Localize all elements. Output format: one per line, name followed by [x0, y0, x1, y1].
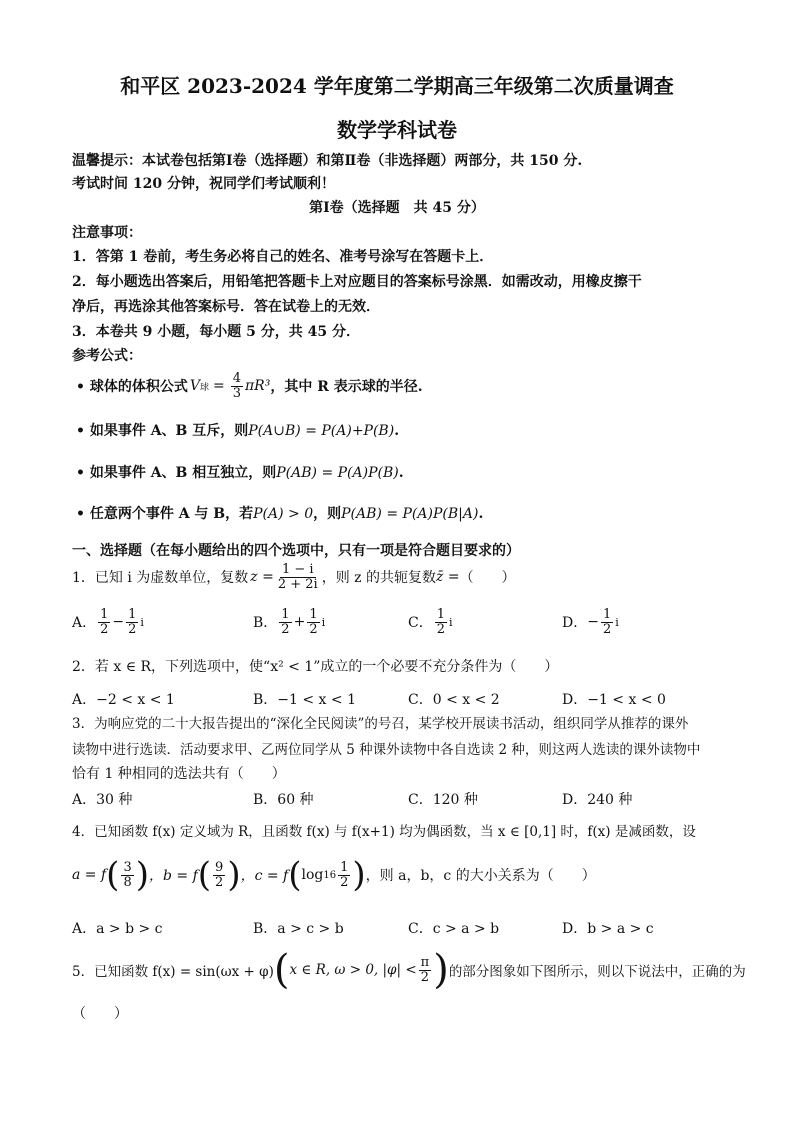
q1-b-frac-1 — [279, 608, 291, 636]
q5-answer-paren: （ ） — [72, 1006, 128, 1022]
q1-zbar: z̄ = — [436, 569, 460, 586]
intro-line-2: 考试时间 120 分钟，祝同学们考试顺利！ — [72, 176, 335, 192]
q2-option-a[interactable]: A．−2 < x < 1 — [72, 692, 175, 708]
q1-a-n2: 1 — [128, 607, 137, 622]
question-3-line-3: 恰有 1 种相同的选法共有（ ） — [72, 766, 286, 782]
formula-2-math: P(A∪B) = P(A)+P(B) — [248, 423, 395, 439]
part1-heading: 第Ⅰ卷（选择题 共 45 分） — [309, 200, 485, 216]
q1-a-op: − — [112, 614, 125, 631]
note-1: 1．答第 1 卷前，考生务必将自己的姓名、准考号涂写在答题卡上． — [72, 249, 494, 265]
note-2-line-b: 净后，再选涂其他答案标号．答在试卷上的无效． — [72, 299, 380, 315]
formula-1-eq: = — [212, 378, 225, 395]
q1-b-label: B． — [253, 615, 278, 632]
formula-2-suffix: . — [394, 423, 400, 439]
q1-b-n2: 1 — [309, 607, 318, 622]
intro-line-1: 温馨提示：本试卷包括第Ⅰ卷（选择题）和第Ⅱ卷（非选择题）两部分，共 150 分. — [72, 153, 583, 169]
q1-b-d1: 2 — [281, 621, 290, 637]
q1-c-label: C． — [408, 615, 433, 632]
q4-c-frac — [338, 861, 350, 889]
q5-pi-den: 2 — [420, 969, 430, 985]
q4-a-pre: a = f — [72, 867, 107, 883]
q1-b-n1: 1 — [281, 607, 290, 622]
q4-c-num: 1 — [340, 859, 349, 875]
formula-sphere-volume — [76, 372, 423, 400]
formula-independent — [76, 462, 404, 482]
q3-option-b[interactable]: B．60 种 — [253, 792, 314, 808]
q1-option-a[interactable] — [72, 608, 144, 636]
q1-d-i: i — [615, 615, 619, 629]
q3-option-d[interactable]: D．240 种 — [562, 792, 633, 808]
q1-option-c[interactable] — [408, 608, 453, 636]
q4-b-num: 9 — [215, 859, 224, 875]
q4-a-den: 8 — [123, 874, 132, 890]
q1-d-d1: 2 — [602, 621, 612, 637]
q1-a-n1: 1 — [100, 607, 109, 622]
q1-d-frac — [601, 608, 613, 636]
formula-1-sub: 球 — [199, 382, 209, 393]
q4-c-rparen: ) — [352, 855, 366, 895]
q4-a-num: 3 — [123, 859, 132, 875]
q1-c-d1: 2 — [436, 621, 445, 637]
q1-num: 1 − i — [281, 562, 314, 577]
formula-4-cond: P(A) > 0 — [253, 506, 314, 522]
q1-a-d2: 2 — [128, 621, 137, 637]
q5-pi-num: π — [420, 954, 430, 970]
q1-z-eq: z = — [250, 569, 274, 586]
formula-1-fraction — [231, 372, 243, 400]
q4-a-lparen: ( — [106, 855, 120, 895]
q5-pi-frac — [419, 956, 432, 984]
q1-stem-b: ，则 z 的共轭复数 — [321, 570, 436, 587]
q1-d-label: D． — [562, 615, 588, 632]
q1-a-frac-1 — [98, 608, 110, 636]
formula-1-suffix: ，其中 R 表示球的半径. — [270, 379, 423, 396]
q2-option-d[interactable]: D．−1 < x < 0 — [562, 692, 666, 708]
formula-1-v: V — [189, 378, 200, 395]
question-4-line-1: 4．已知函数 f(x) 定义域为 R，且函数 f(x) 与 f(x+1) 均为偶函数，当 x ∈ [0,1] 时，f(x) 是减函数，设 — [72, 824, 696, 840]
q5-rparen: ) — [433, 947, 449, 993]
question-3-line-2: 读物中进行选读．活动要求甲、乙两位同学从 5 种课外读物中各自选读 2 种，则这两人选读的课外读物中 — [72, 742, 701, 758]
exam-subtitle: 数学学科试卷 — [337, 118, 457, 142]
q1-a-i: i — [140, 615, 144, 629]
note-3: 3．本卷共 9 小题，每小题 5 分，共 45 分． — [72, 324, 360, 340]
formula-heading: 参考公式： — [72, 348, 142, 364]
question-4-line-2 — [72, 855, 596, 895]
formula-2-prefix: • 如果事件 A、B 互斥，则 — [76, 423, 249, 439]
q1-d-n1: 1 — [602, 607, 612, 622]
q4-a-frac — [121, 861, 133, 889]
question-5-stem — [72, 947, 746, 993]
formula-1-den: 3 — [232, 385, 241, 401]
q1-paren: （ ） — [459, 570, 516, 587]
q4-b-den: 2 — [215, 874, 224, 890]
q5-lparen: ( — [273, 947, 290, 993]
formula-4-math: P(AB) = P(A)P(B|A) — [341, 506, 479, 522]
q4-option-a[interactable]: A．a > b > c — [72, 921, 163, 937]
q4-b-pre: ，b = f — [148, 868, 198, 884]
q1-option-d[interactable] — [562, 608, 619, 636]
q1-c-frac — [435, 608, 447, 636]
formula-3-suffix: . — [398, 465, 404, 481]
q4-b-lparen: ( — [197, 855, 212, 895]
q1-a-frac-2 — [126, 608, 138, 636]
formula-1-prefix: • 球体的体积公式 — [76, 379, 188, 396]
section-1-heading: 一、选择题（在每小题给出的四个选项中，只有一项是符合题目要求的） — [72, 543, 520, 559]
q4-c-den: 2 — [340, 874, 349, 890]
formula-4-suffix: . — [478, 506, 484, 522]
notes-heading: 注意事项： — [72, 225, 142, 241]
q1-a-d1: 2 — [100, 621, 109, 637]
q4-option-b[interactable]: B．a > c > b — [253, 921, 344, 937]
q1-b-frac-2 — [307, 608, 319, 636]
formula-4-prefix: • 任意两个事件 A 与 B，若 — [76, 506, 254, 522]
q4-b-rparen: ) — [227, 855, 241, 895]
q4-tail: ，则 a，b，c 的大小关系为（ ） — [365, 868, 596, 884]
q4-a-rparen: ) — [135, 855, 149, 895]
formula-1-rest: πR³ — [244, 378, 271, 395]
q3-option-a[interactable]: A．30 种 — [72, 792, 133, 808]
q1-c-n1: 1 — [436, 607, 445, 622]
q4-c-base: 16 — [323, 869, 337, 881]
formula-4-mid: ，则 — [313, 506, 342, 522]
formula-conditional — [76, 503, 483, 523]
q1-a-label: A． — [72, 615, 97, 632]
question-1-stem — [72, 563, 516, 591]
exam-title: 和平区 2023-2024 学年度第二学期高三年级第二次质量调查 — [120, 74, 674, 98]
q4-b-frac — [213, 861, 225, 889]
formula-3-prefix: • 如果事件 A、B 相互独立，则 — [76, 465, 277, 481]
q3-option-c[interactable]: C．120 种 — [408, 792, 478, 808]
q2-option-c[interactable]: C．0 < x < 2 — [408, 692, 500, 708]
q1-c-i: i — [449, 615, 453, 629]
q4-c-lparen: ( — [288, 855, 302, 895]
q1-b-op: + — [293, 614, 306, 631]
q1-fraction — [276, 563, 320, 591]
question-3-line-1: 3．为响应党的二十大报告提出的“深化全民阅读”的号召，某学校开展读书活动，组织同学从推荐的课外 — [72, 716, 689, 732]
q4-c-pre: ，c = f — [240, 868, 289, 884]
formula-mutually-exclusive — [76, 420, 399, 440]
q5-stem-b: 的部分图象如下图所示，则以下说法中，正确的为 — [448, 964, 746, 980]
q1-b-d2: 2 — [309, 621, 318, 637]
note-2-line-a: 2．每小题选出答案后，用铅笔把答题卡上对应题目的答案标号涂黑．如需改动，用橡皮擦干 — [72, 274, 642, 290]
formula-3-math: P(AB) = P(A)P(B) — [276, 465, 399, 481]
q5-stem-a: 5．已知函数 f(x) = sin(ωx + φ) — [72, 964, 274, 980]
q1-stem-a: 1．已知 i 为虚数单位，复数 — [72, 570, 249, 587]
q1-d-sign: − — [587, 614, 599, 631]
q4-option-d[interactable]: D．b > a > c — [562, 921, 654, 937]
q4-c-log: log — [301, 867, 324, 883]
formula-1-num: 4 — [232, 371, 241, 386]
question-2-stem: 2．若 x ∈ R，下列选项中，使“x² < 1”成立的一个必要不充分条件为（ ） — [72, 659, 559, 675]
q2-option-b[interactable]: B．−1 < x < 1 — [253, 692, 356, 708]
q1-b-i: i — [321, 615, 326, 629]
q4-option-c[interactable]: C．c > a > b — [408, 921, 500, 937]
q1-option-b[interactable] — [253, 608, 325, 636]
q1-den: 2 + 2i — [277, 576, 318, 592]
q5-cond: x ∈ R, ω > 0, |φ| < — [289, 962, 417, 978]
